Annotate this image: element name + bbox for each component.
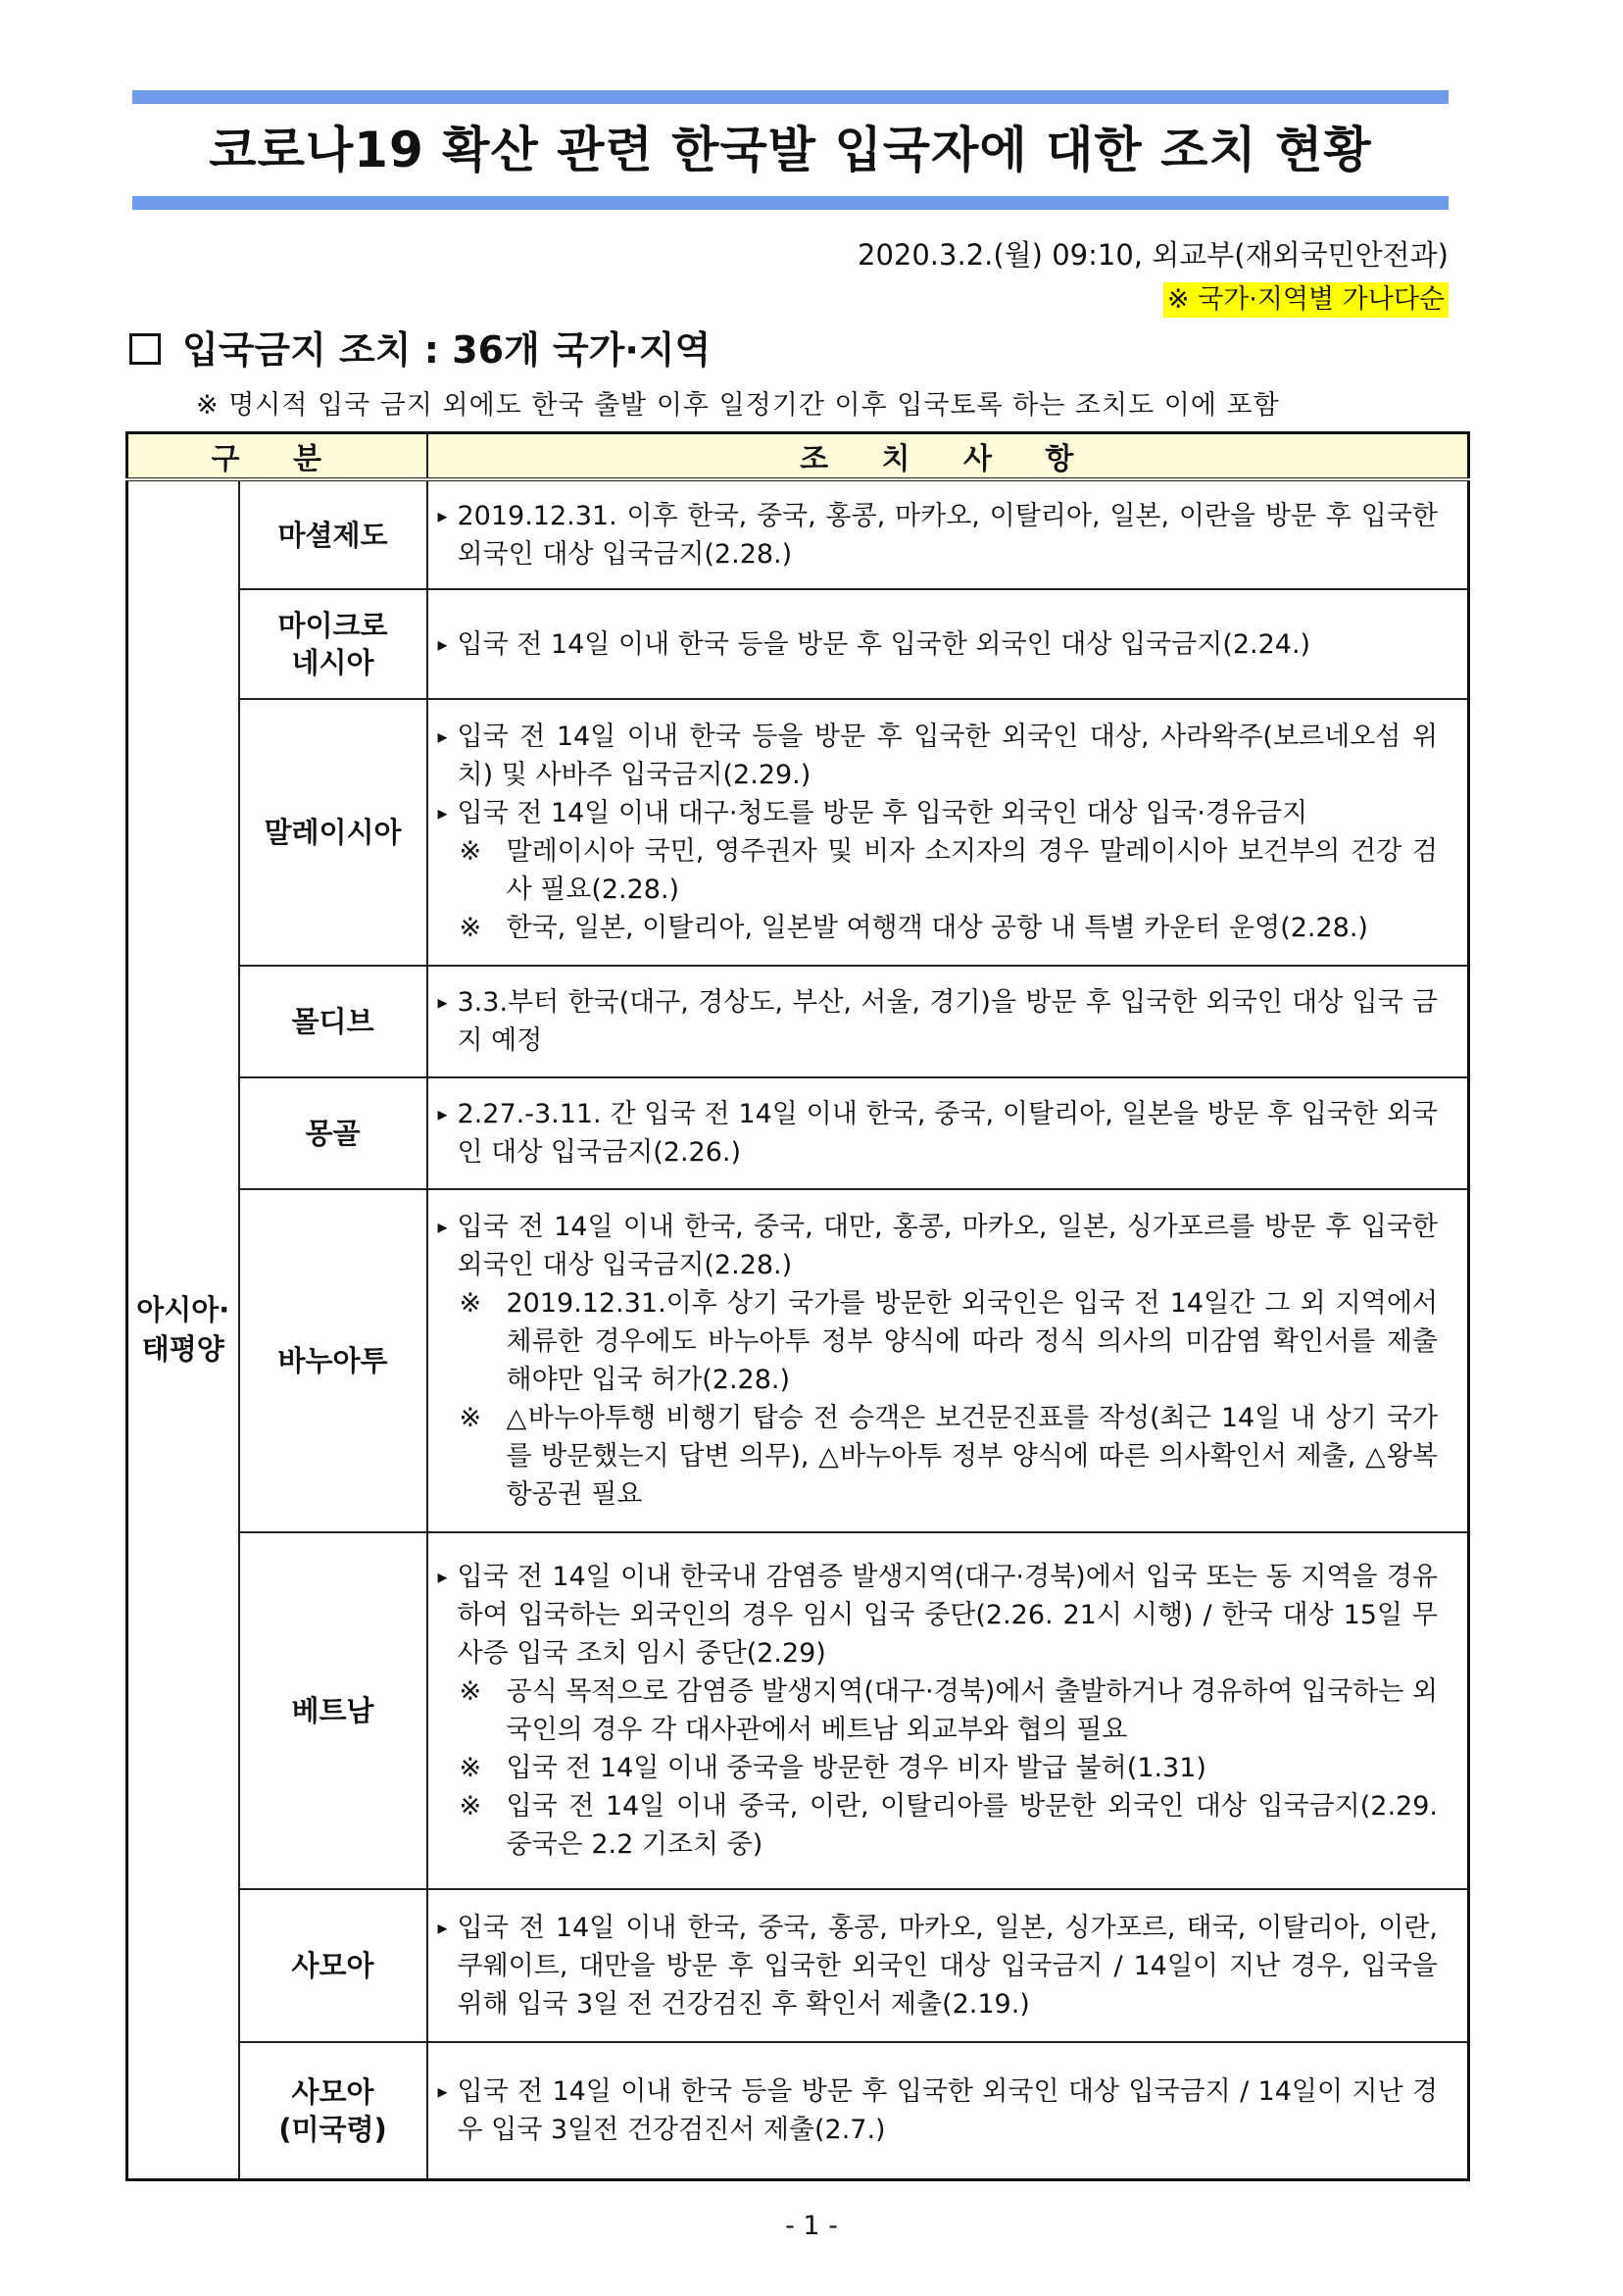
measure-item: ▸ 입국 전 14일 이내 대구·청도를 방문 후 입국한 외국인 대상 입국·경유금지: [438, 794, 1439, 832]
measures-cell: [427, 479, 1469, 589]
table-row: [127, 589, 1469, 699]
measure-note-text: 입국 전 14일 이내 중국을 방문한 경우 비자 발급 불허(1.31): [506, 1753, 1206, 1783]
measure-note: [438, 1399, 1439, 1514]
country-cell: 마이크로 네시아: [239, 589, 427, 699]
measure-item: ▸ 입국 전 14일 이내 한국, 중국, 대만, 홍콩, 마카오, 일본, 싱가포르를 방문 후 입국한 외국인 대상 입국금지(2.28.): [438, 1208, 1439, 1284]
section-note: ※ 명시적 입국 금지 외에도 한국 출발 이후 일정기간 이후 입국토록 하는 조치도 이에 포함: [196, 390, 1280, 421]
region-cell: 아시아· 태평양: [127, 479, 239, 2179]
measure-note: [438, 1672, 1439, 1749]
measures-cell: [427, 1077, 1469, 1189]
checkbox-square-icon: [129, 333, 161, 365]
measure-note: [438, 1284, 1439, 1399]
table-row: [127, 2042, 1469, 2179]
measure-item: ▸ 입국 전 14일 이내 한국내 감염증 발생지역(대구·경북)에서 입국 또는 동 지역을 경유하여 입국하는 외국인의 경우 임시 입국 중단(2.26. 21시 시행) / 한국 대상 15일 무사증 입국 조치 임시 중단(2.29): [438, 1558, 1439, 1672]
measure-note-text: 말레이시아 국민, 영주권자 및 비자 소지자의 경우 말레이시아 보건부의 건강 검사 필요(2.28.): [506, 836, 1438, 905]
measure-note-text: 한국, 일본, 이탈리아, 일본발 여행객 대상 공항 내 특별 카운터 운영(2.28.): [506, 913, 1368, 943]
country-cell: 몰디브: [239, 966, 427, 1077]
measure-item: ▸ 2019.12.31. 이후 한국, 중국, 홍콩, 마카오, 이탈리아, 일본, 이란을 방문 후 입국한 외국인 대상 입국금지(2.28.): [438, 497, 1439, 574]
section-heading: [129, 325, 711, 374]
country-cell: 말레이시아: [239, 699, 427, 966]
measure-item: ▸ 입국 전 14일 이내 한국 등을 방문 후 입국한 외국인 대상, 사라왁주(보르네오섬 위치) 및 사바주 입국금지(2.29.): [438, 718, 1439, 794]
title-bottom-rule: [132, 196, 1449, 210]
measure-note: [438, 909, 1439, 947]
header-category: 구 분: [127, 433, 427, 480]
reference-mark: ※: [459, 1753, 482, 1783]
country-cell: 사모아: [239, 1889, 427, 2042]
country-cell: 몽골: [239, 1077, 427, 1189]
measures-cell: [427, 1189, 1469, 1532]
reference-mark: ※: [459, 1676, 482, 1707]
ordering-note: ※ 국가·지역별 가나다순: [1163, 282, 1449, 318]
reference-mark: ※: [459, 1791, 482, 1822]
section-heading-text: 입국금지 조치 : 36개 국가·지역: [182, 328, 712, 372]
measure-item: ▸ 2.27.-3.11. 간 입국 전 14일 이내 한국, 중국, 이탈리아, 일본을 방문 후 입국한 외국인 대상 입국금지(2.26.): [438, 1095, 1439, 1172]
country-cell: 베트남: [239, 1532, 427, 1889]
table-row: [127, 479, 1469, 589]
measure-item: ▸ 입국 전 14일 이내 한국 등을 방문 후 입국한 외국인 대상 입국금지 / 14일이 지난 경우 입국 3일전 건강검진서 제출(2.7.): [438, 2072, 1439, 2149]
country-cell: 마셜제도: [239, 479, 427, 589]
measure-item: ▸ 입국 전 14일 이내 한국, 중국, 홍콩, 마카오, 일본, 싱가포르, 태국, 이탈리아, 이란, 쿠웨이트, 대만을 방문 후 입국한 외국인 대상 입국금지 / 14일이 지난 경우, 입국을 위해 입국 3일 전 건강검진 후 확인서 제출(2.19.): [438, 1909, 1439, 2023]
measures-cell: [427, 1532, 1469, 1889]
reference-mark: ※: [459, 836, 482, 867]
table-row: [127, 966, 1469, 1077]
measure-note: [438, 832, 1439, 909]
table-body: [127, 479, 1469, 2179]
country-cell: 사모아 (미국령): [239, 2042, 427, 2179]
measures-cell: [427, 699, 1469, 966]
measure-note-text: △바누아투행 비행기 탑승 전 승객은 보건문진표를 작성(최근 14일 내 상기 국가를 방문했는지 답변 의무), △바누아투 정부 양식에 따른 의사확인서 제출, △왕복 항공권 필요: [506, 1403, 1438, 1510]
measure-note-text: 입국 전 14일 이내 중국, 이란, 이탈리아를 방문한 외국인 대상 입국금지(2.29. 중국은 2.2 기조치 중): [506, 1791, 1438, 1860]
page-number: - 1 -: [785, 2211, 838, 2241]
dateline: 2020.3.2.(월) 09:10, 외교부(재외국민안전과): [858, 238, 1449, 272]
measure-item: ▸ 입국 전 14일 이내 한국 등을 방문 후 입국한 외국인 대상 입국금지(2.24.): [438, 625, 1439, 664]
document-title: 코로나19 확산 관련 한국발 입국자에 대한 조치 현황: [209, 122, 1372, 178]
measure-item: ▸ 3.3.부터 한국(대구, 경상도, 부산, 서울, 경기)을 방문 후 입국한 외국인 대상 입국 금지 예정: [438, 983, 1439, 1060]
measures-cell: [427, 966, 1469, 1077]
reference-mark: ※: [459, 913, 482, 943]
reference-mark: ※: [459, 1403, 482, 1433]
measure-note-text: 공식 목적으로 감염증 발생지역(대구·경북)에서 출발하거나 경유하여 입국하는 외국인의 경우 각 대사관에서 베트남 외교부와 협의 필요: [506, 1676, 1438, 1745]
measures-cell: [427, 1889, 1469, 2042]
table-row: [127, 1077, 1469, 1189]
measure-note: [438, 1787, 1439, 1864]
table-row: [127, 1189, 1469, 1532]
title-top-rule: [132, 90, 1449, 104]
table-header-row: [127, 433, 1469, 480]
measures-cell: [427, 2042, 1469, 2179]
table-row: [127, 699, 1469, 966]
header-measures: 조 치 사 항: [427, 433, 1469, 480]
reference-mark: ※: [459, 1288, 482, 1319]
measure-note: [438, 1749, 1439, 1787]
measures-cell: [427, 589, 1469, 699]
table-row: [127, 1889, 1469, 2042]
measures-table: [125, 431, 1470, 2181]
country-cell: 바누아투: [239, 1189, 427, 1532]
table-row: [127, 1532, 1469, 1889]
measure-note-text: 2019.12.31.이후 상기 국가를 방문한 외국인은 입국 전 14일간 그 외 지역에서 체류한 경우에도 바누아투 정부 양식에 따라 정식 의사의 미감염 확인서를 제출 해야만 입국 허가(2.28.): [506, 1288, 1438, 1395]
